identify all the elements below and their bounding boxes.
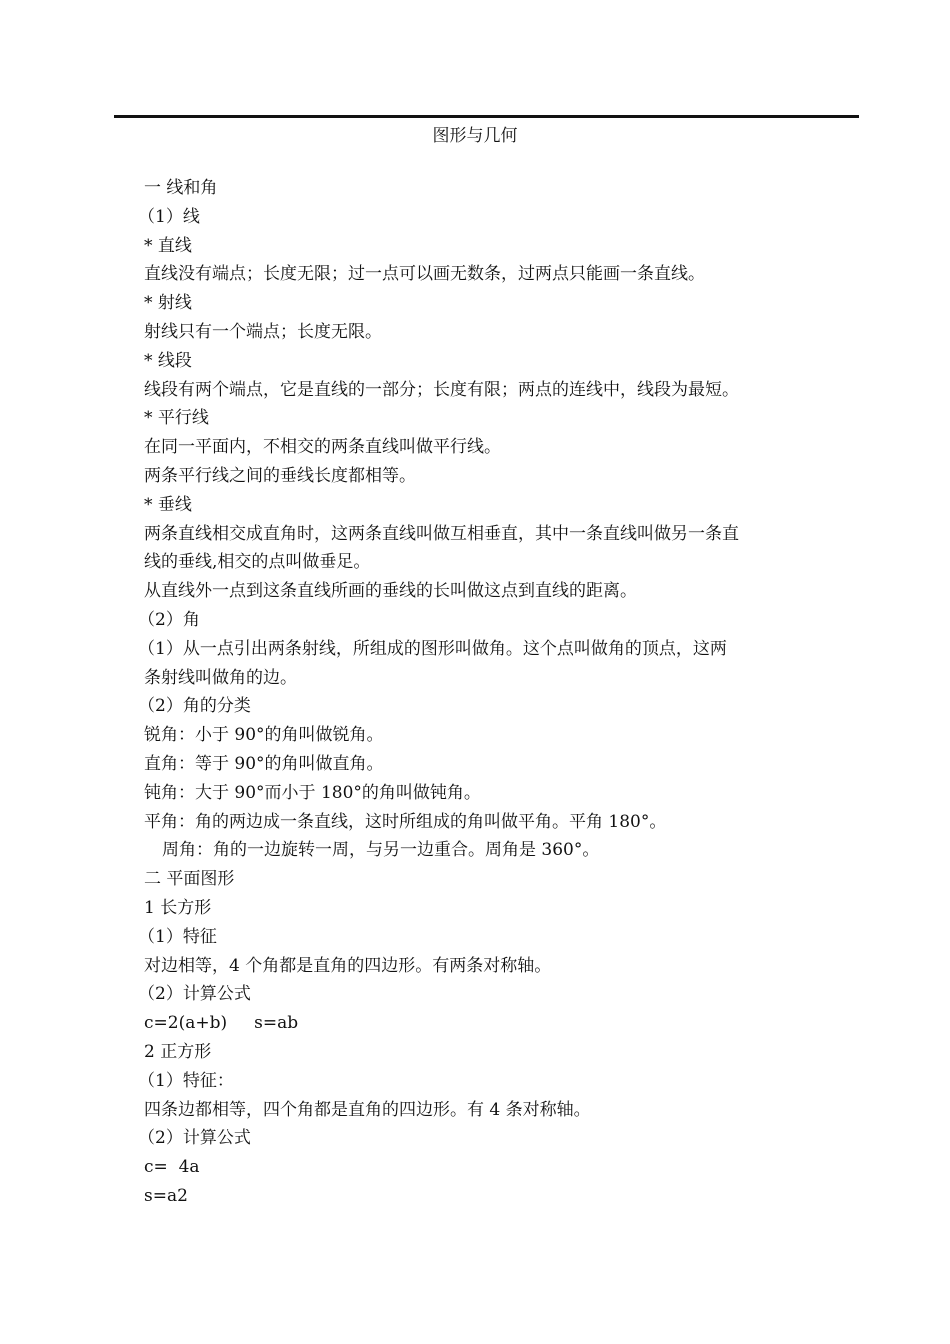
- subsection-heading: （2）角的分类: [138, 696, 251, 717]
- body-line: 平角：角的两边成一条直线，这时所组成的角叫做平角。平角 180°。: [144, 811, 667, 832]
- body-line: 直线没有端点；长度无限；过一点可以画无数条，过两点只能画一条直线。: [144, 264, 705, 285]
- subsection-heading: （2）角: [138, 609, 200, 630]
- header-rule: [114, 115, 859, 118]
- bullet-heading: * 直线: [144, 235, 192, 256]
- section-heading: 一 线和角: [144, 178, 218, 198]
- subsection-heading: （2）计算公式: [138, 1128, 251, 1149]
- body-line: 从直线外一点到这条直线所画的垂线的长叫做这点到直线的距离。: [144, 581, 637, 602]
- subsection-heading: （1）特征: [138, 926, 217, 947]
- body-line: 对边相等，4 个角都是直角的四边形。有两条对称轴。: [144, 955, 552, 976]
- document-body: [138, 174, 814, 1211]
- body-line: （1）从一点引出两条射线，所组成的图形叫做角。这个点叫做角的顶点，这两: [138, 638, 727, 659]
- bullet-heading: * 线段: [144, 350, 192, 371]
- bullet-heading: * 平行线: [144, 408, 209, 429]
- body-line: 直角：等于 90°的角叫做直角。: [144, 753, 384, 774]
- subsection-heading: （1）特征：: [138, 1070, 234, 1091]
- body-line: 周角：角的一边旋转一周，与另一边重合。周角是 360°。: [162, 840, 600, 861]
- body-line: 在同一平面内，不相交的两条直线叫做平行线。: [144, 437, 501, 458]
- bullet-heading: * 垂线: [144, 494, 192, 515]
- subsection-heading: 2 正方形: [144, 1041, 212, 1062]
- formula-line: c= 4a: [144, 1157, 200, 1178]
- subsection-heading: （1）线: [138, 206, 200, 227]
- bullet-heading: * 射线: [144, 293, 192, 314]
- body-line: 线段有两个端点，它是直线的一部分；长度有限；两点的连线中，线段为最短。: [144, 379, 739, 400]
- formula-line: s=a2: [144, 1185, 188, 1206]
- body-line: 条射线叫做角的边。: [144, 667, 297, 688]
- body-line: 两条平行线之间的垂线长度都相等。: [144, 465, 416, 486]
- body-line: 钝角：大于 90°而小于 180°的角叫做钝角。: [144, 782, 481, 803]
- subsection-heading: 1 长方形: [144, 897, 212, 918]
- formula-line: c=2(a+b) s=ab: [144, 1013, 299, 1034]
- body-line: 四条边都相等，四个角都是直角的四边形。有 4 条对称轴。: [144, 1099, 591, 1120]
- subsection-heading: （2）计算公式: [138, 984, 251, 1005]
- body-line: 两条直线相交成直角时，这两条直线叫做互相垂直，其中一条直线叫做另一条直: [144, 523, 739, 544]
- document-title: 图形与几何: [432, 126, 518, 146]
- body-line: 射线只有一个端点；长度无限。: [144, 321, 382, 342]
- section-heading: 二 平面图形: [144, 869, 235, 890]
- body-line: 线的垂线,相交的点叫做垂足。: [144, 552, 371, 573]
- body-line: 锐角：小于 90°的角叫做锐角。: [144, 725, 384, 746]
